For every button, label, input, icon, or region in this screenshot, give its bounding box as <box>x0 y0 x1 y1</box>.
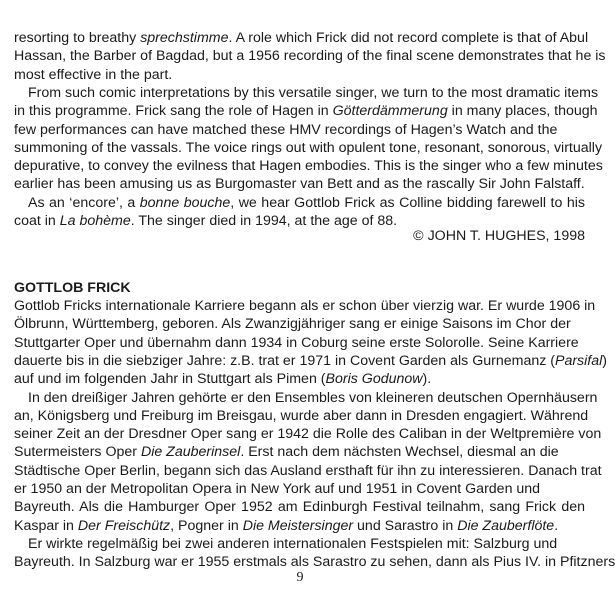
text-segment: an, Königsberg und Freiburg im Breisgau, wurde aber dann in Dresden engagiert. Während <box>14 407 589 424</box>
text-segment: From such comic interpretations by this versatile singer, we turn to the most dramatic items <box>28 84 599 101</box>
text-segment: in many places, though <box>447 103 598 120</box>
text-segment: ). <box>422 371 432 388</box>
text-segment: ) <box>602 352 608 369</box>
text-segment: Hassan, the Barber of Bagdad, but a 1956 recording of the final scene demonstrates that he is <box>14 48 606 65</box>
text-segment: . <box>554 517 559 534</box>
text-line <box>14 157 603 175</box>
section-heading: GOTTLOB FRICK <box>14 280 131 296</box>
text-segment: Stuttgarter Oper und übernahm dann 1934 in Coburg seine erste Solorolle. Seine Karriere <box>14 334 579 351</box>
text-segment: Er wirkte regelmäßig bei zwei anderen internationalen Festspielen mit: Salzburg und <box>28 535 558 552</box>
text-segment: Sutermeisters Oper <box>14 444 141 461</box>
text-line <box>14 407 589 425</box>
text-segment: in this programme. Frick sang the role of Hagen in <box>14 103 333 120</box>
text-segment: auf und im folgenden Jahr in Stuttgart als Pimen ( <box>14 371 326 388</box>
text-segment: resorting to breathy <box>14 30 141 46</box>
text-line <box>14 102 598 120</box>
text-line <box>28 389 598 407</box>
page-number: 9 <box>296 570 304 585</box>
italic-title: Der Freischütz <box>77 517 171 534</box>
text-segment: Ölbrunn, Württemberg, geboren. Als Zwanzigjähriger sang er einige Saisons im Chor der <box>14 316 571 333</box>
text-segment: . Erst nach dem nächsten Wechsel, diesmal an die <box>240 444 559 461</box>
text-segment: coat in <box>14 213 60 229</box>
text-segment: er 1950 an der Metropolitan Opera in New York auf und 1951 in Covent Garden und <box>14 481 541 497</box>
text-segment: Bayreuth. In Salzburg war er 1955 erstmals als Sarastro zu sehen, dann als Pius IV. in Pfitzners <box>14 554 615 571</box>
text-segment: Gottlob Fricks internationale Karriere begann als er schon über vierzig war. Er wurde 1906 in <box>14 298 596 314</box>
text-line <box>14 297 596 315</box>
text-segment: dauerte bis in die siebziger Jahre: z.B. trat er 1971 in Covent Garden als Gurnemanz ( <box>14 352 555 369</box>
text-line <box>14 66 585 84</box>
text-line <box>14 175 585 193</box>
text-line <box>14 334 585 352</box>
italic-title: La bohème <box>59 213 131 229</box>
italic-title: Götterdämmerung <box>332 103 448 120</box>
text-segment: , we hear Gottlob Frick as Colline bidding farewell to his <box>230 194 585 211</box>
italic-title: Die Zauberinsel <box>140 444 241 461</box>
italic-title: Die Zauberflöte <box>457 517 555 534</box>
text-segment: Städtische Oper Berlin, begann sich das Ausland ersthaft für ihn zu interessieren. Danach trat <box>14 462 602 479</box>
text-segment: earlier has been amusing us as Burgomaster van Bett and as the rascally Sir John Falstaff. <box>14 176 585 193</box>
text-line <box>28 194 585 212</box>
text-line <box>14 47 606 65</box>
italic-title: Boris Godunow <box>325 371 423 388</box>
text-segment: most effective in the part. <box>14 66 173 83</box>
text-line <box>14 498 585 516</box>
text-line <box>28 535 585 553</box>
text-line <box>14 29 589 47</box>
text-segment: few performances can have matched these HMV recordings of Hagen’s Watch and the <box>14 121 558 138</box>
text-line <box>14 517 585 535</box>
text-line <box>14 425 602 443</box>
italic-title: Parsifal <box>554 352 603 369</box>
italic-title: bonne bouche <box>139 194 231 211</box>
text-line <box>14 352 608 370</box>
text-segment: . A role which Frick did not record complete is that of Abul <box>228 30 589 46</box>
italic-title: Die Meistersinger <box>242 517 354 534</box>
text-line <box>14 370 585 388</box>
text-segment: Kaspar in <box>14 517 78 534</box>
text-segment: und Sarastro in <box>353 517 458 534</box>
text-line <box>14 315 585 333</box>
text-line <box>14 139 603 157</box>
text-segment: depurative, to convey the evilness that Hagen embodies. This is the singer who a few minutes <box>14 158 603 175</box>
text-segment: summoning of the vassals. The voice rings out with opulent tone, resonant, sonorous, virtually <box>14 139 603 156</box>
text-line <box>28 84 599 102</box>
text-segment: , Pogner in <box>170 517 243 534</box>
text-segment: . The singer died in 1994, at the age of 88. <box>130 213 398 229</box>
text-line <box>14 443 585 461</box>
copyright-notice: © JOHN T. HUGHES, 1998 <box>413 228 585 244</box>
text-segment: As an ‘encore’, a <box>28 194 140 211</box>
text-line <box>14 121 585 139</box>
text-line <box>14 462 602 480</box>
text-line <box>14 480 585 498</box>
text-segment: In den dreißiger Jahren gehörte er den Ensembles von kleineren deutschen Opernhäusern <box>28 389 598 406</box>
text-segment: Bayreuth. Als die Hamburger Oper 1952 am Edinburgh Festival teilnahm, sang Frick den <box>14 499 585 516</box>
text-segment: seiner Zeit an der Dresdner Oper sang er 1942 die Rolle des Caliban in der Weltpremière von <box>14 426 602 443</box>
italic-title: sprechstimme <box>140 30 229 46</box>
